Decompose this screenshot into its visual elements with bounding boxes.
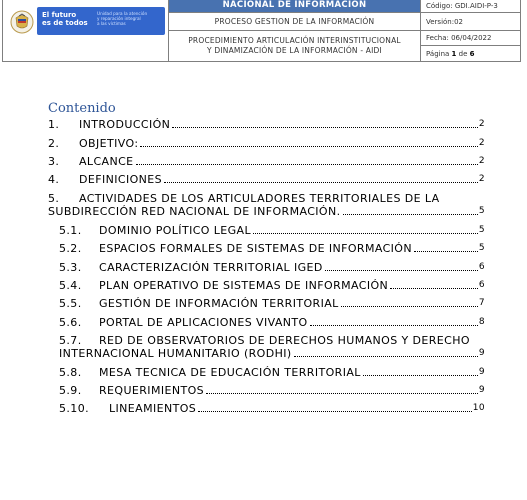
toc-entry-number: 5.	[48, 192, 60, 205]
toc-entry-number: 4.	[48, 173, 60, 186]
toc-entry-title: ALCANCE	[79, 155, 134, 168]
logo-entity-line2: y reparación integral	[97, 16, 141, 21]
toc-entry-number: 5.3.	[59, 261, 82, 274]
toc-entry-page: 2	[478, 156, 485, 166]
toc-leader	[294, 355, 478, 357]
header-right-column	[421, 0, 520, 61]
process-name: PROCESO GESTION DE LA INFORMACIÓN	[169, 13, 420, 31]
toc-entry-title: PORTAL DE APLICACIONES VIVANTO	[99, 316, 308, 329]
procedure-line2: Y DINAMIZACIÓN DE LA INFORMACIÓN - AIDI	[207, 46, 382, 55]
toc-entry-number: 5.4.	[59, 279, 82, 292]
page-of: de	[458, 49, 468, 58]
document-date: Fecha: 06/04/2022	[421, 31, 520, 46]
toc-entry-title-line1: ACTIVIDADES DE LOS ARTICULADORES TERRITORIALES DE LA	[79, 192, 440, 205]
document-code: Código: GDI.AIDI-P-3	[421, 0, 520, 13]
logo-entity-line3: a las víctimas	[97, 21, 126, 26]
toc-leader	[172, 126, 478, 128]
toc-leader	[343, 213, 478, 215]
toc-entry-number: 5.6.	[59, 316, 82, 329]
toc-entry-title-line2: SUBDIRECCIÓN RED NACIONAL DE INFORMACIÓN.	[48, 205, 341, 218]
logo-slogan	[42, 11, 88, 27]
page-label: Página	[426, 49, 450, 58]
header-middle-column	[169, 0, 421, 61]
page-number	[421, 46, 520, 61]
toc-entry-title: OBJETIVO:	[79, 137, 139, 150]
toc-leader	[414, 250, 478, 252]
toc-entry-page: 5	[478, 225, 485, 235]
toc-entry-number: 5.8.	[59, 366, 82, 379]
toc-entry-title: REQUERIMIENTOS	[99, 384, 205, 397]
toc-entry-title: GESTIÓN DE INFORMACIÓN TERRITORIAL	[99, 297, 339, 310]
toc-leader	[390, 287, 478, 289]
toc-entry-number: 2.	[48, 137, 60, 150]
toc-entry-title-line2: INTERNACIONAL HUMANITARIO (RODHI)	[59, 347, 292, 360]
toc-leader	[206, 392, 478, 394]
toc-entry-title: LINEAMIENTOS	[109, 402, 197, 415]
toc-entry-page: 9	[478, 367, 485, 377]
logo-entity-name	[97, 11, 163, 26]
toc-entry-page: 5	[478, 243, 485, 253]
logo-entity-line1: Unidad para la atención	[97, 11, 148, 16]
toc-leader	[164, 181, 478, 183]
toc-entry-page: 2	[478, 119, 485, 129]
toc-entry-page: 6	[478, 262, 485, 272]
toc-entry-number: 5.10.	[59, 402, 89, 415]
toc-leader	[310, 324, 478, 326]
document-header	[2, 0, 521, 62]
toc-entry-page: 2	[478, 138, 485, 148]
toc-leader	[253, 232, 478, 234]
toc-entry-number: 5.9.	[59, 384, 82, 397]
colombia-seal-icon	[9, 9, 35, 35]
toc-entry-page: 8	[478, 317, 485, 327]
toc-entry-page: 9	[478, 348, 485, 358]
toc-leader	[341, 305, 478, 307]
toc-entry-title: DOMINIO POLÍTICO LEGAL	[99, 224, 252, 237]
toc-entry-title-line1: RED DE OBSERVATORIOS DE DERECHOS HUMANOS Y DERECHO	[99, 334, 470, 347]
procedure-name	[169, 31, 420, 61]
toc-leader	[325, 269, 478, 271]
document-version: Versión:02	[421, 13, 520, 31]
toc-entry-number: 5.2.	[59, 242, 82, 255]
logo-slogan-line1: El futuro	[42, 11, 77, 19]
toc-entry-title: DEFINICIONES	[79, 173, 163, 186]
procedure-line1: PROCEDIMIENTO ARTICULACIÓN INTERINSTITUCIONAL	[188, 36, 401, 45]
toc-entry-page: 10	[472, 403, 485, 413]
toc-leader	[140, 145, 477, 147]
org-name: NACIONAL DE INFORMACIÓN	[169, 0, 420, 13]
logo-slogan-line2: es de todos	[42, 19, 88, 27]
toc-entry[interactable]	[48, 334, 485, 361]
logo	[9, 5, 167, 39]
toc-entry-page: 2	[478, 174, 485, 184]
toc-entry[interactable]	[48, 192, 485, 219]
toc-entry-title: CARACTERIZACIÓN TERRITORIAL IGED	[99, 261, 323, 274]
toc-leader	[136, 163, 478, 165]
toc-leader	[363, 374, 478, 376]
toc-entry-number: 1.	[48, 118, 60, 131]
toc-leader	[198, 410, 472, 412]
toc-entry-page: 7	[478, 298, 485, 308]
toc-entry-number: 5.7.	[59, 334, 82, 347]
page-current: 1	[451, 49, 457, 58]
toc-entry-page: 6	[478, 280, 485, 290]
logo-cell	[3, 0, 169, 61]
toc-entry-number: 5.5.	[59, 297, 82, 310]
toc-entry-number: 5.1.	[59, 224, 82, 237]
toc-title: Contenido	[48, 101, 116, 116]
toc-entry-page: 5	[478, 206, 485, 216]
toc-entry-title: MESA TECNICA DE EDUCACIÓN TERRITORIAL	[99, 366, 361, 379]
toc-entry-title: INTRODUCCIÓN	[79, 118, 171, 131]
page-total: 6	[469, 49, 475, 58]
toc-entry-page: 9	[478, 385, 485, 395]
toc-entry-number: 3.	[48, 155, 60, 168]
toc-entry-title: PLAN OPERATIVO DE SISTEMAS DE INFORMACIÓN	[99, 279, 389, 292]
toc-entry-title: ESPACIOS FORMALES DE SISTEMAS DE INFORMACIÓN	[99, 242, 412, 255]
